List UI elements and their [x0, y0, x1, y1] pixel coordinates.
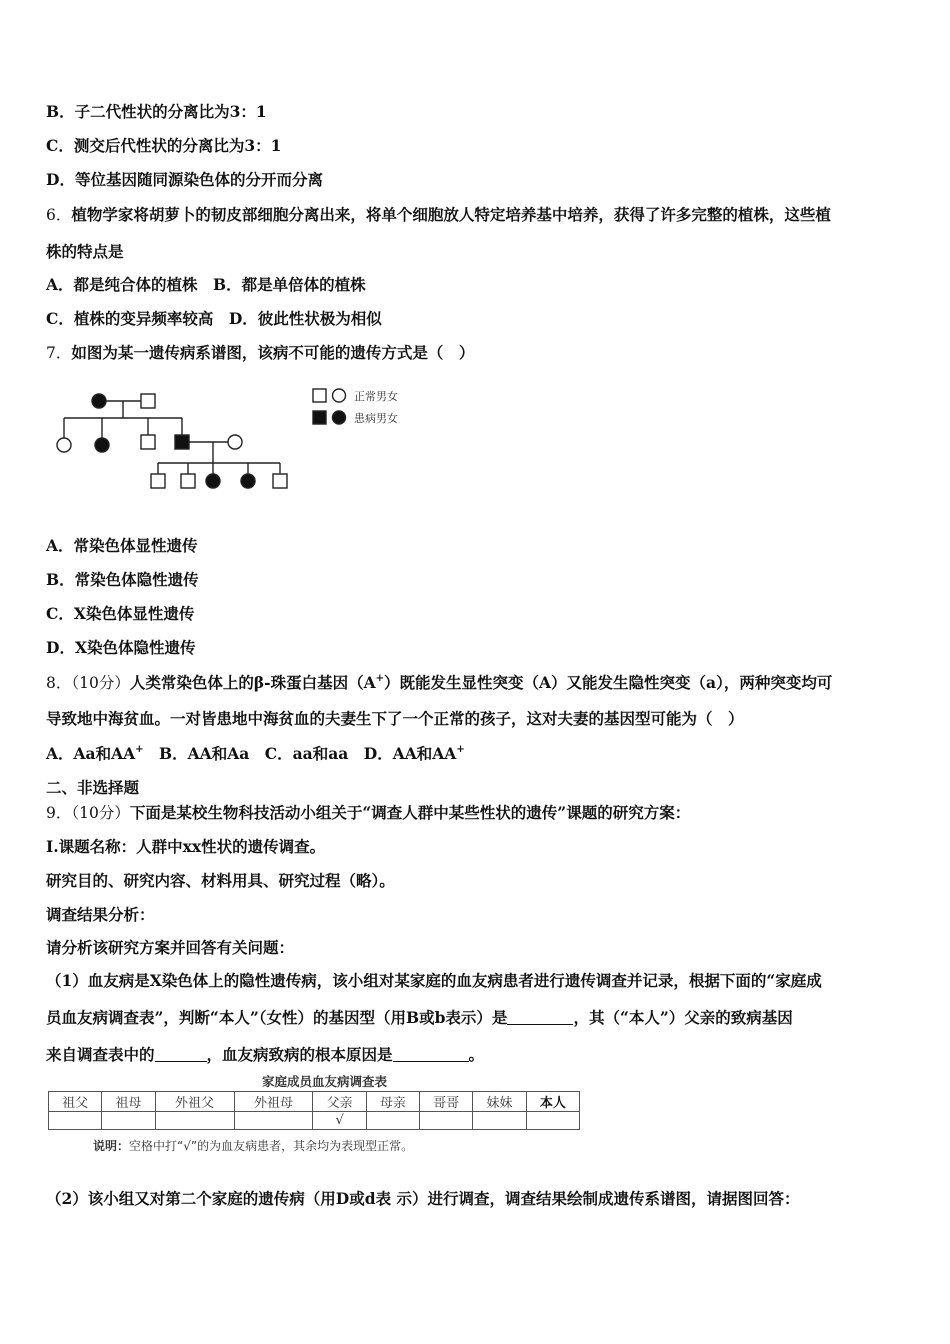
legend-male-normal-symbol	[313, 389, 326, 402]
pedigree-figure	[48, 378, 408, 498]
mark-cell	[49, 1112, 102, 1130]
legend-female-affected-symbol	[333, 411, 346, 424]
q9-result-line: 调查结果分析：	[46, 905, 155, 924]
mark-cell	[420, 1112, 473, 1130]
answer-blank-source[interactable]	[155, 1047, 207, 1062]
q8-options: A．Aa和AA+ B．AA和Aa C．aa和aa D．AA和AA+	[46, 744, 465, 763]
q9-ask-line: 请分析该研究方案并回答有关问题：	[46, 938, 295, 957]
q7-option-b: B．常染色体隐性遗传	[46, 570, 199, 589]
survey-table-header-row	[49, 1092, 580, 1112]
q5-option-b: B．子二代性状的分离比为3：1	[46, 102, 267, 121]
q9-part1-line1: （1）血友病是X染色体上的隐性遗传病，该小组对某家庭的血友病患者进行遗传调查并记录，根据下面的“家庭成	[46, 971, 822, 990]
header-cell: 祖父	[49, 1092, 102, 1112]
q6-stem-cont: 株的特点是	[46, 242, 124, 261]
header-cell: 妹妹	[473, 1092, 526, 1112]
mark-cell: √	[313, 1112, 366, 1130]
legend-normal-label: 正常男女	[354, 390, 398, 403]
q8-stem: 8．（10分）人类常染色体上的β-珠蛋白基因（A+）既能发生显性突变（A）又能发生隐性突变（a），两种突变均可	[46, 673, 833, 692]
legend-male-affected-symbol	[313, 411, 326, 424]
gen2-female-affected	[95, 438, 109, 452]
header-cell: 本人	[526, 1092, 579, 1112]
q5-option-d: D．等位基因随同源染色体的分开而分离	[46, 170, 323, 189]
q8-points: （10分）	[71, 674, 130, 692]
header-cell: 母亲	[366, 1092, 419, 1112]
q9-part1-line3: 来自调查表中的 ，血友病致病的根本原因是 。	[46, 1045, 485, 1064]
legend-female-normal-symbol	[333, 389, 346, 402]
header-cell: 外祖父	[155, 1092, 234, 1112]
answer-blank-genotype[interactable]	[507, 1010, 573, 1025]
q7-option-d: D．X染色体隐性遗传	[46, 638, 196, 657]
q6-stem: 6．植物学家将胡萝卜的韧皮部细胞分离出来，将单个细胞放人特定培养基中培养，获得了许多完整的植株，这些植	[46, 205, 831, 224]
mark-cell	[366, 1112, 419, 1130]
mark-cell	[526, 1112, 579, 1130]
mark-cell	[155, 1112, 234, 1130]
q9-number: 9．	[46, 804, 72, 822]
gen2-female-normal	[57, 438, 71, 452]
gen3-male-normal-2	[181, 474, 195, 488]
gen2-male-normal	[141, 435, 155, 449]
gen1-female-affected	[92, 394, 106, 408]
q6-number: 6．	[46, 206, 72, 224]
survey-table-note: 说明：空格中打“√”的为血友病患者，其余均为表现型正常。	[93, 1139, 414, 1153]
gen2-male-affected	[175, 435, 189, 449]
section-heading: 二、非选择题	[46, 778, 140, 797]
q9-purpose-line: 研究目的、研究内容、材料用具、研究过程（略）。	[46, 871, 395, 890]
mark-cell	[473, 1112, 526, 1130]
q7-stem: 7．如图为某一遗传病系谱图，该病不可能的遗传方式是（ ）	[46, 343, 475, 362]
q6-options-cd: C．植株的变异频率较高 D．彼此性状极为相似	[46, 309, 382, 328]
mark-cell	[234, 1112, 313, 1130]
header-cell: 哥哥	[420, 1092, 473, 1112]
survey-table	[48, 1091, 580, 1130]
q7-number: 7．	[46, 344, 72, 362]
answer-blank-cause[interactable]	[393, 1047, 469, 1062]
q9-stem: 9．（10分）下面是某校生物科技活动小组关于“调查人群中某些性状的遗传”课题的研究方案：	[46, 803, 691, 822]
survey-table-title: 家庭成员血友病调查表	[262, 1074, 388, 1089]
gen2-spouse-female-normal	[228, 435, 242, 449]
header-cell: 祖母	[102, 1092, 155, 1112]
gen3-female-affected-1	[206, 474, 220, 488]
survey-table-mark-row	[49, 1112, 580, 1130]
gen1-male-normal	[141, 394, 155, 408]
header-cell: 父亲	[313, 1092, 366, 1112]
q8-number: 8．	[46, 674, 72, 692]
q5-option-c: C．测交后代性状的分离比为3：1	[46, 136, 282, 155]
gen3-female-affected-2	[241, 474, 255, 488]
q9-part2: （2）该小组又对第二个家庭的遗传病（用D或d表 示）进行调查，调查结果绘制成遗传系谱图，请据图回答：	[46, 1189, 800, 1208]
q7-option-a: A．常染色体显性遗传	[46, 536, 198, 555]
q7-option-c: C．X染色体显性遗传	[46, 604, 195, 623]
header-cell: 外祖母	[234, 1092, 313, 1112]
gen3-male-normal-1	[151, 474, 165, 488]
q6-options-ab: A．都是纯合体的植株 B．都是单倍体的植株	[46, 275, 366, 294]
legend-affected-label: 患病男女	[354, 412, 398, 425]
q9-part1-line2: 员血友病调查表”，判断“本人”（女性）的基因型（用B或b表示）是 ，其（“本人”）父亲的致病基因	[46, 1008, 793, 1027]
mark-cell	[102, 1112, 155, 1130]
gen3-male-normal-3	[273, 474, 287, 488]
q8-stem-cont: 导致地中海贫血。一对皆患地中海贫血的夫妻生下了一个正常的孩子，这对夫妻的基因型可能为（ ）	[46, 709, 744, 728]
q9-title-line: I.课题名称：人群中xx性状的遗传调查。	[46, 837, 326, 856]
q9-points: （10分）	[71, 804, 130, 822]
